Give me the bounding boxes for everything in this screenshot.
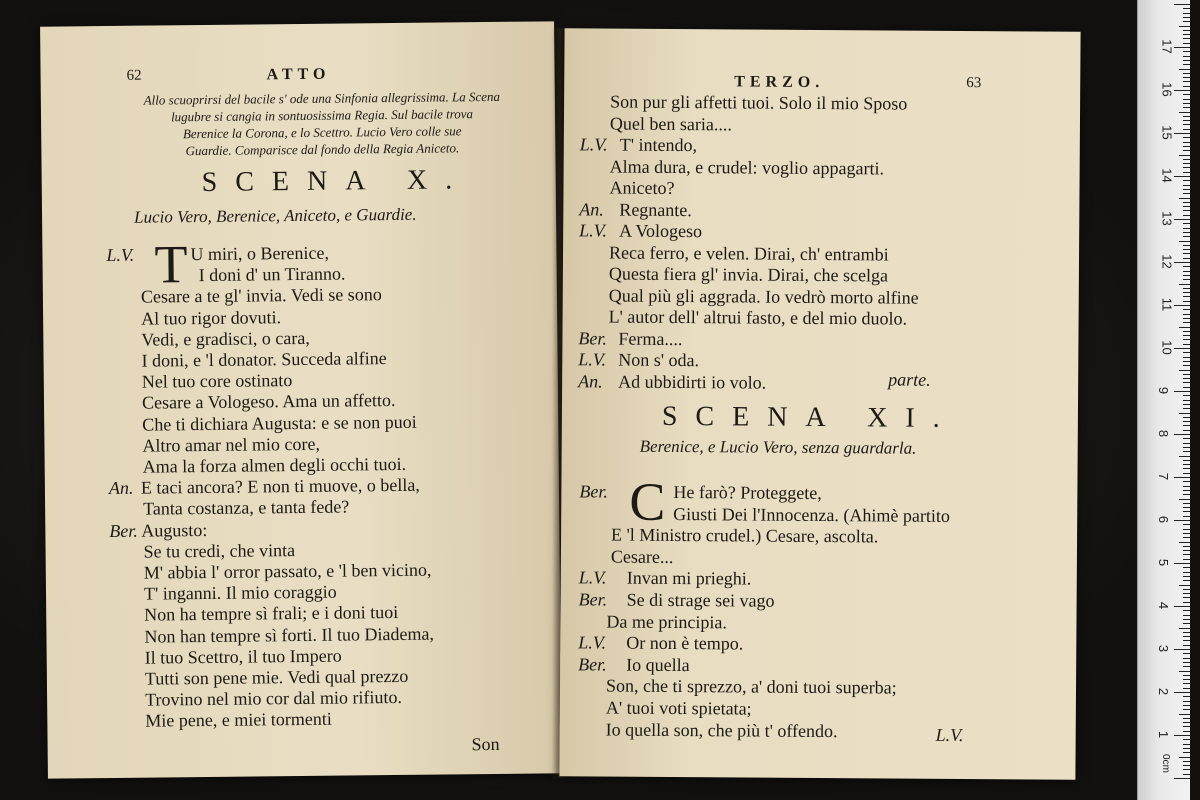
scene-title: SCENA XI. — [661, 400, 958, 434]
ruler-tick — [1183, 447, 1190, 448]
ruler-tick — [1183, 107, 1190, 108]
ruler-tick — [1183, 13, 1190, 14]
ruler-tick — [1174, 262, 1190, 263]
catchword: L.V. — [935, 724, 964, 746]
ruler-tick — [1183, 322, 1190, 323]
verse-line: Trovino nel mio cor dal mio rifiuto. — [145, 687, 403, 710]
ruler-tick — [1183, 425, 1190, 426]
ruler-tick — [1183, 232, 1190, 233]
ruler-tick — [1179, 542, 1190, 543]
ruler-tick — [1183, 696, 1190, 697]
ruler-tick — [1183, 774, 1190, 775]
ruler-tick — [1174, 606, 1190, 607]
ruler-tick — [1179, 671, 1190, 672]
ruler-number: 14 — [1159, 168, 1175, 183]
verse-line: Tutti son pene mie. Vedi qual prezzo — [144, 665, 409, 689]
ruler-tick — [1183, 666, 1190, 667]
ruler-tick — [1183, 292, 1190, 293]
ruler-tick — [1174, 4, 1190, 5]
ruler-tick — [1183, 301, 1190, 302]
ruler-tick — [1183, 675, 1190, 676]
ruler-tick — [1179, 327, 1190, 328]
ruler-number: 10 — [1159, 340, 1175, 355]
verse-line: Se tu credi, che vinta — [143, 539, 296, 562]
verse-line: Cesare... — [610, 546, 674, 567]
ruler-tick — [1183, 296, 1190, 297]
ruler-tick — [1183, 769, 1190, 770]
ruler-tick — [1179, 155, 1190, 156]
ruler-tick — [1183, 185, 1190, 186]
ruler-tick — [1183, 193, 1190, 194]
ruler-tick — [1183, 77, 1190, 78]
ruler-tick — [1183, 206, 1190, 207]
speaker-label: L.V. — [578, 567, 607, 588]
speaker-label: An. — [579, 198, 604, 219]
ruler-tick — [1183, 602, 1190, 603]
ruler-tick — [1183, 451, 1190, 452]
verse-line: L' autor dell' altrui fasto, e del mio duolo. — [608, 306, 908, 329]
ruler-tick — [1183, 73, 1190, 74]
ruler-unit-label: 0cm — [1159, 754, 1171, 773]
verse-line: Altro amar nel mio core, — [142, 433, 320, 456]
ruler-tick — [1183, 378, 1190, 379]
ruler-tick — [1183, 576, 1190, 577]
ruler-tick — [1183, 236, 1190, 237]
ruler-tick — [1183, 38, 1190, 39]
ruler-tick — [1174, 176, 1190, 177]
page-number: 63 — [966, 75, 982, 92]
ruler-tick — [1183, 744, 1190, 745]
verse-line: Il tuo Scettro, il tuo Impero — [144, 645, 342, 668]
ruler-tick — [1174, 305, 1190, 306]
ruler-tick — [1183, 374, 1190, 375]
ruler-tick — [1183, 17, 1190, 18]
ruler-tick — [1179, 628, 1190, 629]
exit-note: parte. — [888, 369, 931, 390]
verse-line: Io quella son, che più t' offendo. — [605, 719, 838, 741]
verse-line: Tanta costanza, e tanta fede? — [143, 496, 350, 520]
ruler-number: 11 — [1159, 297, 1175, 312]
verse-line: Questa fiera gl' invia. Dirai, che scelga — [608, 263, 889, 286]
ruler-tick — [1183, 567, 1190, 568]
speaker-label: L.V. — [106, 244, 135, 266]
speaker-label: L.V. — [579, 220, 607, 241]
ruler-tick — [1183, 150, 1190, 151]
ruler-tick — [1183, 223, 1190, 224]
ruler-tick — [1174, 133, 1190, 134]
ruler-tick — [1174, 47, 1190, 48]
ruler-tick — [1183, 464, 1190, 465]
ruler-tick — [1183, 636, 1190, 637]
verse-line: Vedi, e gradisci, o cara, — [141, 327, 310, 350]
ruler-tick — [1183, 142, 1190, 143]
ruler-tick — [1174, 649, 1190, 650]
ruler-tick — [1179, 284, 1190, 285]
verse-line: Non han tempre sì forti. Il tuo Diadema, — [144, 623, 434, 647]
ruler-number: 1 — [1156, 730, 1172, 739]
verse-line: Non ha tempre sì frali; e i doni tuoi — [144, 602, 399, 626]
drop-cap: C — [629, 471, 666, 532]
ruler-tick — [1183, 124, 1190, 125]
ruler-tick — [1174, 434, 1190, 435]
scene-title: SCENA X. — [201, 164, 471, 199]
ruler-tick — [1183, 739, 1190, 740]
verse-line: Io quella — [626, 654, 690, 675]
ruler-number: 2 — [1156, 687, 1172, 696]
ruler-tick — [1174, 477, 1190, 478]
ruler-tick — [1183, 761, 1190, 762]
ruler-tick — [1183, 258, 1190, 259]
ruler-tick — [1174, 563, 1190, 564]
ruler-tick — [1174, 391, 1190, 392]
ruler-number: 3 — [1156, 644, 1172, 653]
ruler-tick — [1183, 266, 1190, 267]
verse-line: Ad ubbidirti io volo. — [618, 371, 767, 393]
ruler-tick — [1183, 34, 1190, 35]
ruler-tick — [1183, 271, 1190, 272]
ruler-number: 15 — [1159, 125, 1175, 140]
verse-line: U miri, o Berenice, — [190, 242, 330, 265]
ruler-tick — [1183, 387, 1190, 388]
verse-line: Da me principia. — [606, 611, 728, 632]
ruler-tick — [1179, 499, 1190, 500]
ruler-number: 17 — [1159, 39, 1175, 54]
ruler-tick — [1183, 494, 1190, 495]
ruler-tick — [1183, 357, 1190, 358]
ruler-tick — [1183, 172, 1190, 173]
speaker-label: Ber. — [579, 481, 608, 502]
ruler-tick — [1183, 529, 1190, 530]
stage-direction-line: Allo scuoprirsi del bacile s' ode una Sinfonia allegrissima. La Scena — [143, 88, 501, 108]
speaker-label: Ber. — [109, 520, 138, 541]
ruler-tick — [1183, 215, 1190, 216]
ruler-number: 4 — [1156, 601, 1172, 610]
verse-line: Regnante. — [619, 199, 692, 220]
ruler-tick — [1183, 507, 1190, 508]
speaker-label: An. — [578, 370, 603, 391]
verse-line: Nel tuo core ostinato — [141, 370, 293, 392]
ruler-tick — [1183, 210, 1190, 211]
ruler-tick — [1183, 81, 1190, 82]
verse-line: Son pur gli affetti tuoi. Solo il mio Sposo — [610, 91, 908, 114]
ruler-tick — [1183, 731, 1190, 732]
speaker-label: L.V. — [578, 632, 607, 653]
verse-line: Augusto: — [141, 519, 208, 541]
ruler-tick — [1183, 701, 1190, 702]
ruler-tick — [1174, 348, 1190, 349]
ruler-tick — [1183, 709, 1190, 710]
ruler-tick — [1183, 511, 1190, 512]
ruler-number: 12 — [1159, 254, 1175, 269]
ruler-tick — [1183, 86, 1190, 87]
verse-line: Se di strage sei vago — [626, 589, 775, 611]
ruler-tick — [1183, 473, 1190, 474]
ruler-number: 13 — [1159, 211, 1175, 226]
ruler-tick — [1179, 26, 1190, 27]
ruler-number: 9 — [1156, 386, 1172, 395]
verse-line: I doni, e 'l donator. Succeda alfine — [141, 348, 387, 371]
ruler-tick — [1179, 241, 1190, 242]
ruler-tick — [1183, 167, 1190, 168]
ruler-tick — [1174, 90, 1190, 91]
ruler-tick — [1183, 705, 1190, 706]
ruler-tick — [1183, 103, 1190, 104]
ruler-tick — [1183, 51, 1190, 52]
ruler-tick — [1183, 632, 1190, 633]
speaker-label: Ber. — [578, 327, 608, 349]
ruler-tick — [1183, 748, 1190, 749]
ruler-tick — [1183, 688, 1190, 689]
ruler-tick — [1179, 585, 1190, 586]
ruler-tick — [1183, 443, 1190, 444]
ruler-tick — [1183, 400, 1190, 401]
ruler-tick — [1183, 718, 1190, 719]
verse-line: Aniceto? — [609, 177, 675, 198]
speaker-label: L.V. — [578, 349, 607, 370]
ruler-tick — [1183, 421, 1190, 422]
stage-direction — [97, 87, 548, 160]
ruler-tick — [1183, 116, 1190, 117]
ruler-tick — [1183, 129, 1190, 130]
ruler-tick — [1183, 516, 1190, 517]
ruler-tick — [1179, 413, 1190, 414]
measuring-ruler — [1137, 0, 1190, 800]
speaker-label: Ber. — [578, 589, 608, 610]
ruler-tick — [1183, 550, 1190, 551]
ruler-tick — [1183, 64, 1190, 65]
ruler-tick — [1174, 735, 1190, 736]
running-head: ATTO — [266, 65, 331, 84]
ruler-tick — [1183, 137, 1190, 138]
verse-line: Cesare a te gl' invia. Vedi se sono — [140, 284, 382, 308]
ruler-tick — [1183, 56, 1190, 57]
ruler-tick — [1183, 30, 1190, 31]
ruler-tick — [1183, 344, 1190, 345]
stage-direction-line: Berenice la Corona, e lo Scettro. Lucio Vero colle sue — [182, 123, 462, 142]
ruler-tick — [1179, 370, 1190, 371]
ruler-tick — [1183, 503, 1190, 504]
verse-line: Or non è tempo. — [626, 632, 744, 654]
ruler-tick — [1183, 533, 1190, 534]
verse-line: M' abbia l' orror passato, e 'l ben vicino, — [143, 559, 432, 583]
ruler-tick — [1183, 202, 1190, 203]
right-page — [559, 28, 1080, 780]
drop-cap: T — [154, 234, 188, 295]
ruler-tick — [1183, 490, 1190, 491]
ruler-tick — [1174, 692, 1190, 693]
ruler-number: 7 — [1156, 472, 1172, 481]
speaker-label: L.V. — [579, 134, 608, 155]
ruler-tick — [1183, 146, 1190, 147]
ruler-number: 6 — [1156, 515, 1172, 524]
catchword: Son — [471, 733, 500, 755]
ruler-tick — [1183, 486, 1190, 487]
ruler-tick — [1183, 572, 1190, 573]
ruler-tick — [1179, 757, 1190, 758]
verse-line: A Vologeso — [619, 220, 703, 242]
running-head: TERZO. — [734, 73, 825, 92]
ruler-tick — [1179, 69, 1190, 70]
ruler-tick — [1183, 524, 1190, 525]
ruler-tick — [1183, 640, 1190, 641]
ruler-tick — [1183, 339, 1190, 340]
ruler-tick — [1183, 331, 1190, 332]
ruler-tick — [1183, 335, 1190, 336]
ruler-tick — [1183, 395, 1190, 396]
speaker-label: Ber. — [578, 654, 607, 675]
ruler-tick — [1183, 546, 1190, 547]
cast-list: Berenice, e Lucio Vero, senza guardarla. — [639, 436, 917, 458]
ruler-tick — [1183, 404, 1190, 405]
ruler-tick — [1179, 714, 1190, 715]
ruler-tick — [1183, 43, 1190, 44]
ruler-tick — [1183, 8, 1190, 9]
ruler-tick — [1183, 430, 1190, 431]
verse-line: Alma dura, e crudel: voglio appagarti. — [609, 156, 885, 178]
verse-line: Che ti dichiara Augusta: e se non puoi — [142, 411, 417, 435]
verse-line: T' inganni. Il mio coraggio — [143, 581, 337, 604]
ruler-tick — [1183, 189, 1190, 190]
ruler-tick — [1183, 580, 1190, 581]
ruler-tick — [1183, 180, 1190, 181]
ruler-tick — [1183, 597, 1190, 598]
verse-line: Non s' oda. — [618, 349, 700, 371]
ruler-tick — [1183, 765, 1190, 766]
verse-line: Al tuo rigor dovuti. — [141, 306, 282, 329]
ruler-tick — [1183, 726, 1190, 727]
ruler-tick — [1174, 520, 1190, 521]
verse-line: E taci ancora? E non ti muove, o bella, — [140, 474, 420, 498]
ruler-number: 5 — [1156, 558, 1172, 567]
ruler-tick — [1183, 679, 1190, 680]
ruler-tick — [1183, 288, 1190, 289]
ruler-tick — [1183, 619, 1190, 620]
ruler-tick — [1183, 460, 1190, 461]
verse-line: Reca ferro, e velen. Dirai, ch' entrambi — [608, 242, 889, 264]
ruler-tick — [1183, 279, 1190, 280]
ruler-tick — [1183, 537, 1190, 538]
verse-line: Ama la forza almen degli occhi tuoi. — [142, 453, 407, 477]
speaker-label: An. — [108, 477, 134, 499]
page-number: 62 — [126, 67, 142, 84]
ruler-tick — [1183, 653, 1190, 654]
ruler-tick — [1183, 554, 1190, 555]
ruler-tick — [1179, 456, 1190, 457]
ruler-tick — [1183, 21, 1190, 22]
verse-line: Invan mi prieghi. — [626, 568, 752, 589]
ruler-number: 8 — [1156, 429, 1172, 438]
stage-direction-line: lugubre si cangia in sontuosissima Regia. Sul bacile trova — [170, 106, 474, 125]
ruler-tick — [1183, 408, 1190, 409]
cast-list: Lucio Vero, Berenice, Aniceto, e Guardie. — [133, 204, 417, 227]
ruler-tick — [1183, 365, 1190, 366]
ruler-tick — [1183, 309, 1190, 310]
ruler-tick — [1183, 589, 1190, 590]
ruler-number: 16 — [1159, 82, 1175, 97]
ruler-tick — [1183, 228, 1190, 229]
ruler-tick — [1183, 120, 1190, 121]
verse-line: Mie pene, e miei tormenti — [145, 709, 332, 732]
ruler-tick — [1183, 314, 1190, 315]
verse-line: Son, che ti sprezzo, a' doni tuoi superba; — [605, 675, 897, 698]
ruler-tick — [1183, 253, 1190, 254]
ruler-tick — [1183, 615, 1190, 616]
verse-line: I doni d' un Tiranno. — [198, 263, 346, 286]
ruler-tick — [1183, 249, 1190, 250]
ruler-tick — [1183, 275, 1190, 276]
ruler-tick — [1183, 623, 1190, 624]
ruler-tick — [1183, 318, 1190, 319]
ruler-tick — [1183, 610, 1190, 611]
ruler-tick — [1183, 559, 1190, 560]
verse-line: Giusti Dei l'Innocenza. (Ahimè partito — [673, 503, 950, 526]
ruler-tick — [1183, 417, 1190, 418]
ruler-tick — [1183, 683, 1190, 684]
ruler-tick — [1183, 752, 1190, 753]
verse-line: He farò? Proteggete, — [673, 481, 822, 504]
ruler-tick — [1179, 198, 1190, 199]
ruler-tick — [1183, 593, 1190, 594]
verse-line: Quel ben saria.... — [609, 113, 732, 134]
verse-line: Cesare a Vologeso. Ama un affetto. — [141, 390, 396, 414]
ruler-tick — [1183, 245, 1190, 246]
ruler-tick — [1174, 219, 1190, 220]
ruler-tick — [1183, 722, 1190, 723]
ruler-tick — [1183, 361, 1190, 362]
ruler-tick — [1183, 438, 1190, 439]
ruler-tick — [1179, 112, 1190, 113]
ruler-tick — [1183, 658, 1190, 659]
verse-line: Ferma.... — [618, 328, 683, 349]
ruler-tick — [1183, 99, 1190, 100]
verse-line: E 'l Ministro crudel.) Cesare, ascolta. — [611, 524, 879, 547]
ruler-tick — [1183, 468, 1190, 469]
verse-line: T' intendo, — [619, 134, 698, 156]
ruler-tick — [1183, 159, 1190, 160]
ruler-tick — [1183, 352, 1190, 353]
stage-direction-line: Guardie. Comparisce dal fondo della Regia Aniceto. — [185, 140, 460, 159]
ruler-tick — [1183, 60, 1190, 61]
ruler-tick — [1183, 481, 1190, 482]
ruler-tick — [1174, 778, 1190, 779]
ruler-tick — [1183, 382, 1190, 383]
ruler-tick — [1183, 645, 1190, 646]
ruler-tick — [1183, 163, 1190, 164]
verse-line: Qual più gli aggrada. Io vedrò morto alfine — [608, 285, 919, 308]
verse-line: A' tuoi voti spietata; — [605, 697, 752, 719]
ruler-tick — [1183, 662, 1190, 663]
left-page — [40, 21, 562, 778]
ruler-tick — [1183, 94, 1190, 95]
